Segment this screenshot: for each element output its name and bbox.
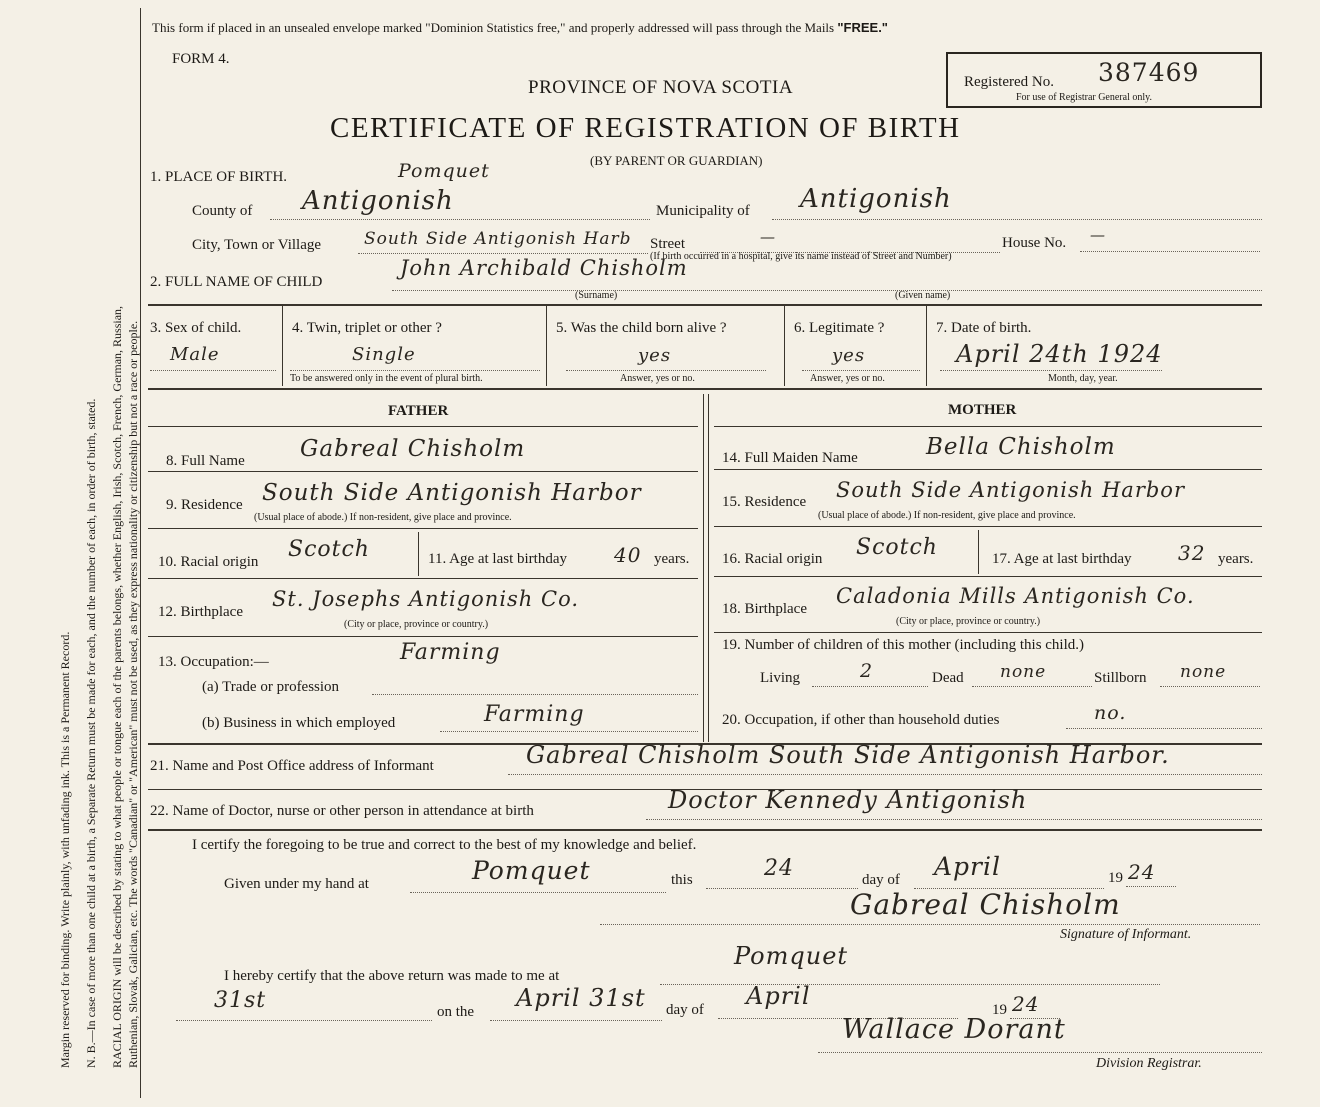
- mother-race-label: 16. Racial origin: [722, 551, 823, 567]
- living-value: 2: [860, 660, 874, 682]
- alive-value: yes: [638, 345, 672, 366]
- business-value: Farming: [484, 702, 585, 727]
- given-place-value: Pomquet: [472, 856, 591, 885]
- legitimate-value: yes: [832, 345, 866, 366]
- registrar-month-value: April: [746, 982, 811, 1010]
- registrar-signature-label: Division Registrar.: [1096, 1056, 1202, 1071]
- dead-label: Dead: [932, 670, 964, 686]
- mother-occupation-value: no.: [1094, 702, 1127, 724]
- municipality-label: Municipality of: [656, 203, 750, 219]
- registrar-year-prefix: 19: [992, 1002, 1007, 1018]
- place-of-birth-value: Pomquet: [398, 160, 490, 182]
- mother-residence-note: (Usual place of abode.) If non-resident, give place and province.: [818, 510, 1076, 521]
- father-age-value: 40: [614, 543, 642, 567]
- father-birthplace-note: (City or place, province or country.): [344, 619, 489, 630]
- year-prefix: 19: [1108, 870, 1123, 886]
- house-label: House No.: [1002, 235, 1067, 251]
- father-residence-label: 9. Residence: [166, 497, 243, 513]
- mother-residence-label: 15. Residence: [722, 494, 807, 510]
- day-value: 24: [764, 856, 794, 881]
- mother-race-value: Scotch: [856, 535, 938, 560]
- mother-age-label: 17. Age at last birthday: [992, 551, 1132, 567]
- margin-rule: [140, 8, 141, 1098]
- form-number: FORM 4.: [172, 51, 230, 67]
- given-name-note: (Given name): [895, 290, 951, 301]
- father-age-unit: years.: [654, 551, 690, 567]
- informant-label: 21. Name and Post Office address of Informant: [150, 758, 434, 774]
- street-value: —: [760, 228, 776, 246]
- sex-value: Male: [170, 344, 220, 365]
- dob-note: Month, day, year.: [1048, 373, 1118, 384]
- this-label: this: [671, 872, 693, 888]
- living-label: Living: [760, 670, 800, 686]
- mother-residence-value: South Side Antigonish Harbor: [836, 478, 1185, 502]
- page-subtitle: (BY PARENT OR GUARDIAN): [590, 153, 763, 168]
- registrar-date-value: 31st: [214, 988, 267, 1013]
- margin-nb-note: N. B.—In case of more than one child at a birth, a Separate Return must be made for each, and the number of each, in order of birth, stated.: [84, 398, 98, 1068]
- mother-birthplace-label: 18. Birthplace: [722, 601, 807, 617]
- mother-birthplace-note: (City or place, province or country.): [896, 616, 1041, 627]
- registrar-year-value: 24: [1012, 992, 1040, 1016]
- trade-label: (a) Trade or profession: [202, 679, 340, 695]
- informant-signature-label: Signature of Informant.: [1060, 927, 1192, 942]
- registered-label: Registered No.: [964, 74, 1054, 90]
- mother-age-value: 32: [1178, 541, 1206, 565]
- father-residence-value: South Side Antigonish Harbor: [262, 480, 642, 506]
- child-name-label: 2. FULL NAME OF CHILD: [150, 274, 323, 290]
- twin-note: To be answered only in the event of plural birth.: [290, 373, 483, 384]
- on-the-label: on the: [437, 1004, 475, 1020]
- mother-heading: MOTHER: [948, 402, 1017, 418]
- city-value: South Side Antigonish Harb: [364, 229, 632, 249]
- father-birthplace-value: St. Josephs Antigonish Co.: [272, 587, 580, 611]
- registered-box: [946, 52, 1262, 108]
- margin-racial-note-2: Ruthenian, Slovak, Galician, etc. The words "Canadian" or "American" must not be used, as they express nationality or citizenship but not a race or people.: [126, 320, 140, 1068]
- children-label: 19. Number of children of this mother (including this child.): [722, 637, 1085, 653]
- informant-value: Gabreal Chisholm South Side Antigonish Harbor.: [526, 741, 1170, 769]
- legitimate-note: Answer, yes or no.: [810, 373, 885, 384]
- father-name-value: Gabreal Chisholm: [300, 436, 526, 462]
- city-label: City, Town or Village: [192, 237, 322, 253]
- given-label: Given under my hand at: [224, 876, 369, 892]
- informant-signature: Gabreal Chisholm: [850, 888, 1121, 921]
- legitimate-label: 6. Legitimate ?: [794, 320, 885, 336]
- mother-age-unit: years.: [1218, 551, 1254, 567]
- province-heading: PROVINCE OF NOVA SCOTIA: [528, 77, 794, 98]
- registrar-place-value: Pomquet: [734, 942, 849, 970]
- alive-note: Answer, yes or no.: [620, 373, 695, 384]
- registrar-use-note: For use of Registrar General only.: [1016, 92, 1152, 103]
- dob-value: April 24th 1924: [956, 340, 1163, 368]
- father-birthplace-label: 12. Birthplace: [158, 604, 243, 620]
- stillborn-label: Stillborn: [1094, 670, 1147, 686]
- mother-name-value: Bella Chisholm: [926, 434, 1116, 460]
- dead-value: none: [1000, 662, 1047, 682]
- place-of-birth-label: 1. PLACE OF BIRTH.: [150, 169, 288, 185]
- mother-birthplace-value: Caladonia Mills Antigonish Co.: [836, 584, 1195, 608]
- surname-note: (Surname): [575, 290, 618, 301]
- sex-label: 3. Sex of child.: [150, 320, 242, 336]
- registrar-signature: Wallace Dorant: [842, 1014, 1066, 1045]
- page-title: CERTIFICATE OF REGISTRATION OF BIRTH: [330, 112, 961, 144]
- mother-name-label: 14. Full Maiden Name: [722, 450, 858, 466]
- year-value: 24: [1128, 860, 1156, 884]
- mother-occupation-label: 20. Occupation, if other than household duties: [722, 712, 1000, 728]
- dob-label: 7. Date of birth.: [936, 320, 1032, 336]
- child-name-value: John Archibald Chisholm: [400, 256, 688, 280]
- father-race-label: 10. Racial origin: [158, 554, 259, 570]
- registrar-text: I hereby certify that the above return was made to me at: [224, 968, 560, 984]
- county-label: County of: [192, 203, 253, 219]
- business-label: (b) Business in which employed: [202, 715, 396, 731]
- county-value: Antigonish: [302, 186, 454, 216]
- father-residence-note: (Usual place of abode.) If non-resident, give place and province.: [254, 512, 512, 523]
- doctor-value: Doctor Kennedy Antigonish: [668, 786, 1028, 814]
- twin-value: Single: [352, 344, 416, 365]
- father-age-label: 11. Age at last birthday: [428, 551, 567, 567]
- twin-label: 4. Twin, triplet or other ?: [292, 320, 442, 336]
- father-heading: FATHER: [388, 403, 449, 419]
- house-value: —: [1090, 226, 1106, 244]
- father-occupation-value: Farming: [400, 640, 501, 665]
- alive-label: 5. Was the child born alive ?: [556, 320, 727, 336]
- certify-text: I certify the foregoing to be true and correct to the best of my knowledge and belief.: [192, 837, 697, 853]
- father-race-value: Scotch: [288, 537, 370, 562]
- registrar-day-of-label: day of: [666, 1002, 704, 1018]
- registrar-day-value: April 31st: [516, 984, 646, 1012]
- father-occupation-label: 13. Occupation:—: [158, 654, 269, 670]
- month-value: April: [934, 852, 1001, 881]
- day-of-label: day of: [862, 872, 900, 888]
- doctor-label: 22. Name of Doctor, nurse or other person in attendance at birth: [150, 803, 534, 819]
- postal-note: This form if placed in an unsealed envelope marked "Dominion Statistics free," and properly addressed will pass through the Mails "FREE.": [152, 20, 888, 35]
- registered-number: 387469: [1098, 58, 1200, 87]
- margin-racial-note-1: RACIAL ORIGIN will be described by stating to what people or tongue each of the parents belongs, whether English, Irish, Scotch, French, German, Russian,: [110, 305, 124, 1068]
- street-label: Street: [650, 236, 685, 252]
- father-name-label: 8. Full Name: [166, 453, 245, 469]
- margin-binding-note: Margin reserved for binding. Write plainly, with unfading ink. This is a Permanent Record.: [58, 631, 72, 1068]
- street-note: (If birth occurred in a hospital, give its name instead of Street and Number): [650, 251, 952, 262]
- municipality-value: Antigonish: [800, 184, 952, 214]
- stillborn-value: none: [1180, 662, 1227, 682]
